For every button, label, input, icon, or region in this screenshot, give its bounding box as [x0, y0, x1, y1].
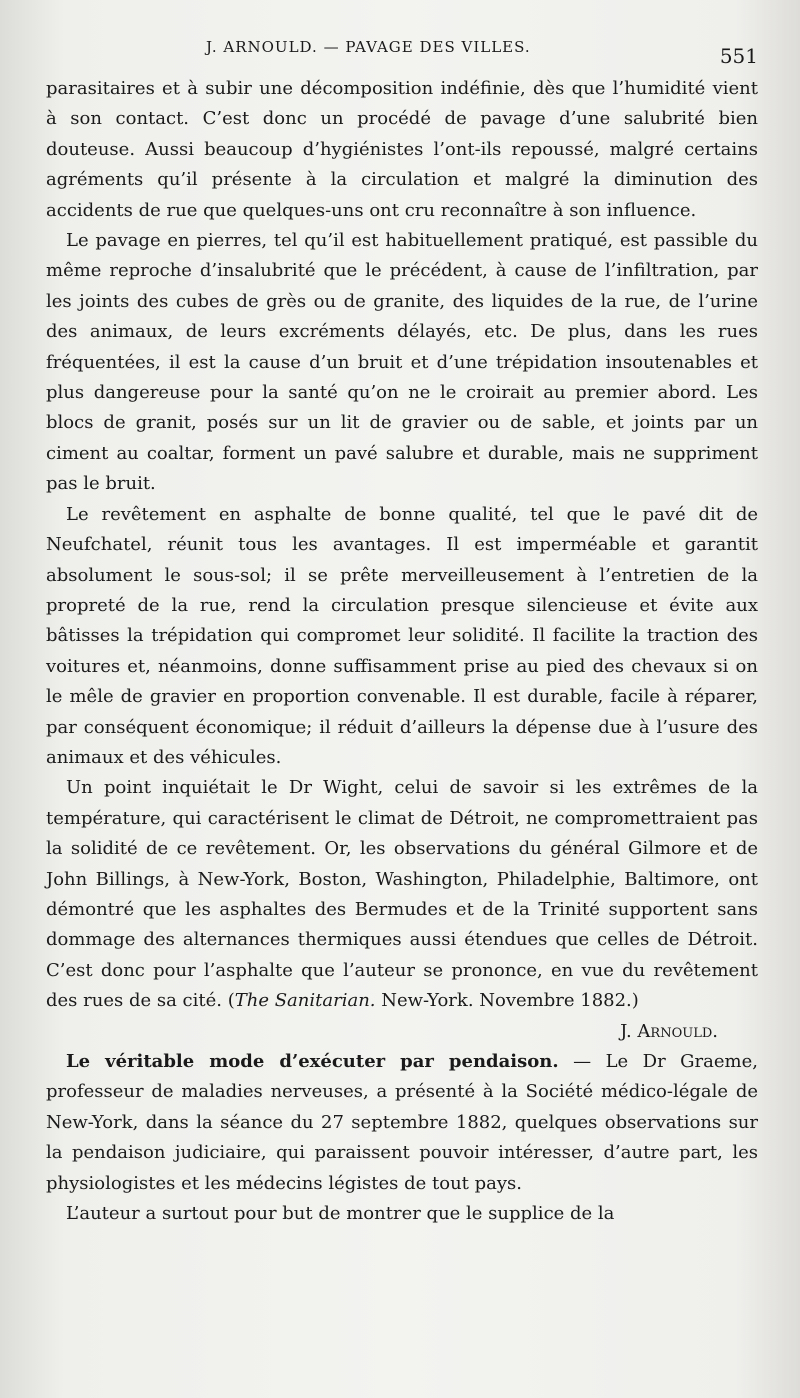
paragraph-text: — Le Dr Graeme, professeur de maladies nerveuses, a présenté à la Société médico-légale de New-York, dans la séance du 27 septembre 1882, quelques observations sur la pendaison judiciaire, qui paraissent pouvoir intéresser, d’autre part, les physiologistes et les médecins légistes de tout pays.: [46, 1051, 758, 1194]
paragraph-final: [46, 1199, 758, 1229]
paragraph-text: Un point inquiétait le Dr Wight, celui de savoir si les extrêmes de la température, qui caractérisent le climat de Détroit, ne compromettraient pas la solidité de ce revêtement. Or, les observations du général Gilmore et de John Billings, à New-York, Boston, Washington, Philadelphie, Baltimore, ont démontré que les asphaltes des Bermudes et de la Trinité supportent sans dommage des alternances thermiques aussi étendues que celles de Détroit. C’est donc pour l’asphalte que l’auteur se prononce, en vue du revêtement des rues de sa cité.: [46, 777, 758, 1012]
paragraph-asphalt: [46, 500, 758, 774]
running-head: [46, 34, 758, 74]
paragraph-hanging: [46, 1047, 758, 1199]
section-run-in-heading: Le véritable mode d’exécuter par pendaison.: [66, 1051, 559, 1072]
paragraph-text: Le pavage en pierres, tel qu’il est habituellement pratiqué, est passible du même reproche d’insalubrité que le précédent, à cause de l’infiltration, par les joints des cubes de grès ou de granite, des liquides de la rue, de l’urine des animaux, de leurs excréments délayés, etc. De plus, dans les rues fréquentées, il est la cause d’un bruit et d’une trépidation insoutenables et plus dangereuse pour la santé qu’on ne le croirait au premier abord. Les blocs de granit, posés sur un lit de gravier ou de sable, et joints par un ciment au coaltar, forment un pavé salubre et durable, mais ne suppriment pas le bruit.: [46, 230, 758, 495]
author-signature: J. Arnould.: [620, 1020, 718, 1042]
paragraph-continuation: [46, 74, 758, 226]
citation-journal: The Sanitarian.: [234, 990, 376, 1012]
paragraph-text: L’auteur a surtout pour but de montrer que le supplice de la: [66, 1203, 615, 1225]
citation-rest: New-York. Novembre 1882.): [375, 990, 639, 1012]
page-number: 551: [719, 44, 758, 68]
paragraph-stone-paving: [46, 226, 758, 500]
body-text: [46, 74, 758, 1229]
citation-open: (: [227, 990, 235, 1012]
running-title: J. ARNOULD. — PAVAGE DES VILLES.: [206, 38, 531, 56]
paragraph-wight: [46, 773, 758, 1047]
paragraph-text: Le revêtement en asphalte de bonne qualité, tel que le pavé dit de Neufchatel, réunit tous les avantages. Il est imperméable et garantit absolument le sous-sol; il se prête merveilleusement à l’entretien de la propreté de la rue, rend la circulation presque silencieuse et évite aux bâtisses la trépidation qui compromet leur solidité. Il facilite la traction des voitures et, néanmoins, donne suffisamment prise au pied des chevaux si on le mêle de gravier en proportion convenable. Il est durable, facile à réparer, par conséquent économique; il réduit d’ailleurs la dépense due à l’usure des animaux et des véhicules.: [46, 503, 758, 768]
paragraph-text: parasitaires et à subir une décomposition indéfinie, dès que l’humidité vient à son contact. C’est donc un procédé de pavage d’une salubrité bien douteuse. Aussi beaucoup d’hygiénistes l’ont-ils repoussé, malgré certains agréments qu’il présente à la circulation et malgré la diminution des accidents de rue que quelques-uns ont cru reconnaître à son influence.: [46, 78, 758, 221]
